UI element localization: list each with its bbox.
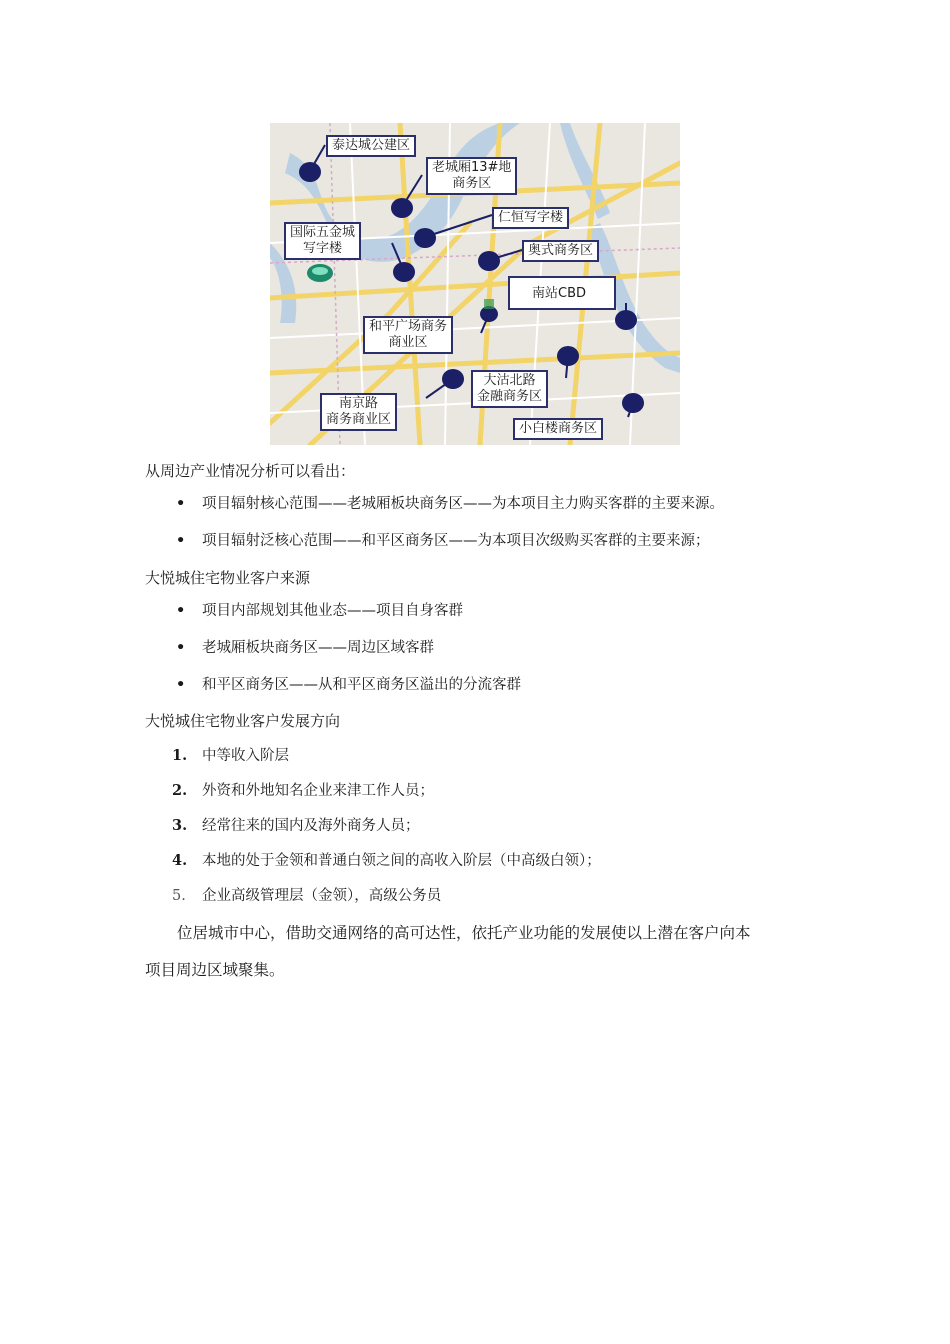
marker-aoshi [478, 251, 500, 271]
bullet-icon: • [176, 640, 186, 656]
bullet-icon: • [176, 496, 186, 512]
marker-nanjing [442, 369, 464, 389]
label-nanzhan: 南站CBD [508, 276, 616, 310]
section1-heading: 从周边产业情况分析可以看出： [145, 462, 356, 480]
conclusion-line-2: 项目周边区域聚集。 [145, 961, 285, 979]
section3-item-4: 4. 本地的处于金领和普通白领之间的高收入阶层（中高级白领）； [172, 852, 601, 869]
label-heping: 和平广场商务 商业区 [363, 316, 453, 354]
marker-laochengxiang [391, 198, 413, 218]
list-number: 1. [172, 747, 188, 764]
label-renheng: 仁恒写字楼 [492, 207, 569, 229]
label-laochengxiang: 老城厢13#地 商务区 [426, 157, 517, 195]
label-nanjing: 南京路 商务商业区 [320, 393, 397, 431]
label-xiaobailou: 小白楼商务区 [513, 418, 603, 440]
section3-item-5: 5. 企业高级管理层（金领），高级公务员 [172, 888, 442, 904]
list-number: 5. [172, 888, 186, 904]
section3-item-1: 1. 中等收入阶层 [172, 747, 289, 764]
bullet-icon: • [176, 533, 186, 549]
section2-bullet-1: • 项目内部规划其他业态——项目自身客群 [176, 603, 463, 619]
section1-bullet-2: • 项目辐射泛核心范围——和平区商务区——为本项目次级购买客群的主要来源； [176, 533, 710, 549]
section3-item-2: 2. 外资和外地知名企业来津工作人员； [172, 782, 434, 799]
label-dagu: 大沽北路 金融商务区 [471, 370, 548, 408]
marker-taida [299, 162, 321, 182]
label-taida: 泰达城公建区 [326, 135, 416, 157]
marker-guoji [393, 262, 415, 282]
label-guoji: 国际五金城 写字楼 [284, 222, 361, 260]
marker-dagu [557, 346, 579, 366]
business-district-map [270, 123, 680, 445]
list-number: 2. [172, 782, 188, 799]
section3-heading: 大悦城住宅物业客户发展方向 [145, 712, 341, 730]
section3-item-3: 3. 经常往来的国内及海外商务人员； [172, 817, 420, 834]
marker-nanzhan [615, 310, 637, 330]
section1-bullet-1: • 项目辐射核心范围——老城厢板块商务区——为本项目主力购买客群的主要来源。 [176, 496, 724, 512]
project-logo-icon [307, 264, 333, 282]
bullet-icon: • [176, 603, 186, 619]
section2-heading: 大悦城住宅物业客户来源 [145, 569, 311, 587]
marker-renheng [414, 228, 436, 248]
section2-bullet-2: • 老城厢板块商务区——周边区域客群 [176, 640, 434, 656]
label-aoshi: 奥式商务区 [522, 240, 599, 262]
section2-bullet-3: • 和平区商务区——从和平区商务区溢出的分流客群 [176, 677, 521, 693]
marker-xiaobailou [622, 393, 644, 413]
bullet-icon: • [176, 677, 186, 693]
list-number: 3. [172, 817, 188, 834]
list-number: 4. [172, 852, 188, 869]
conclusion-line-1: 位居城市中心，借助交通网络的高可达性，依托产业功能的发展使以上潜在客户向本 [177, 924, 751, 942]
